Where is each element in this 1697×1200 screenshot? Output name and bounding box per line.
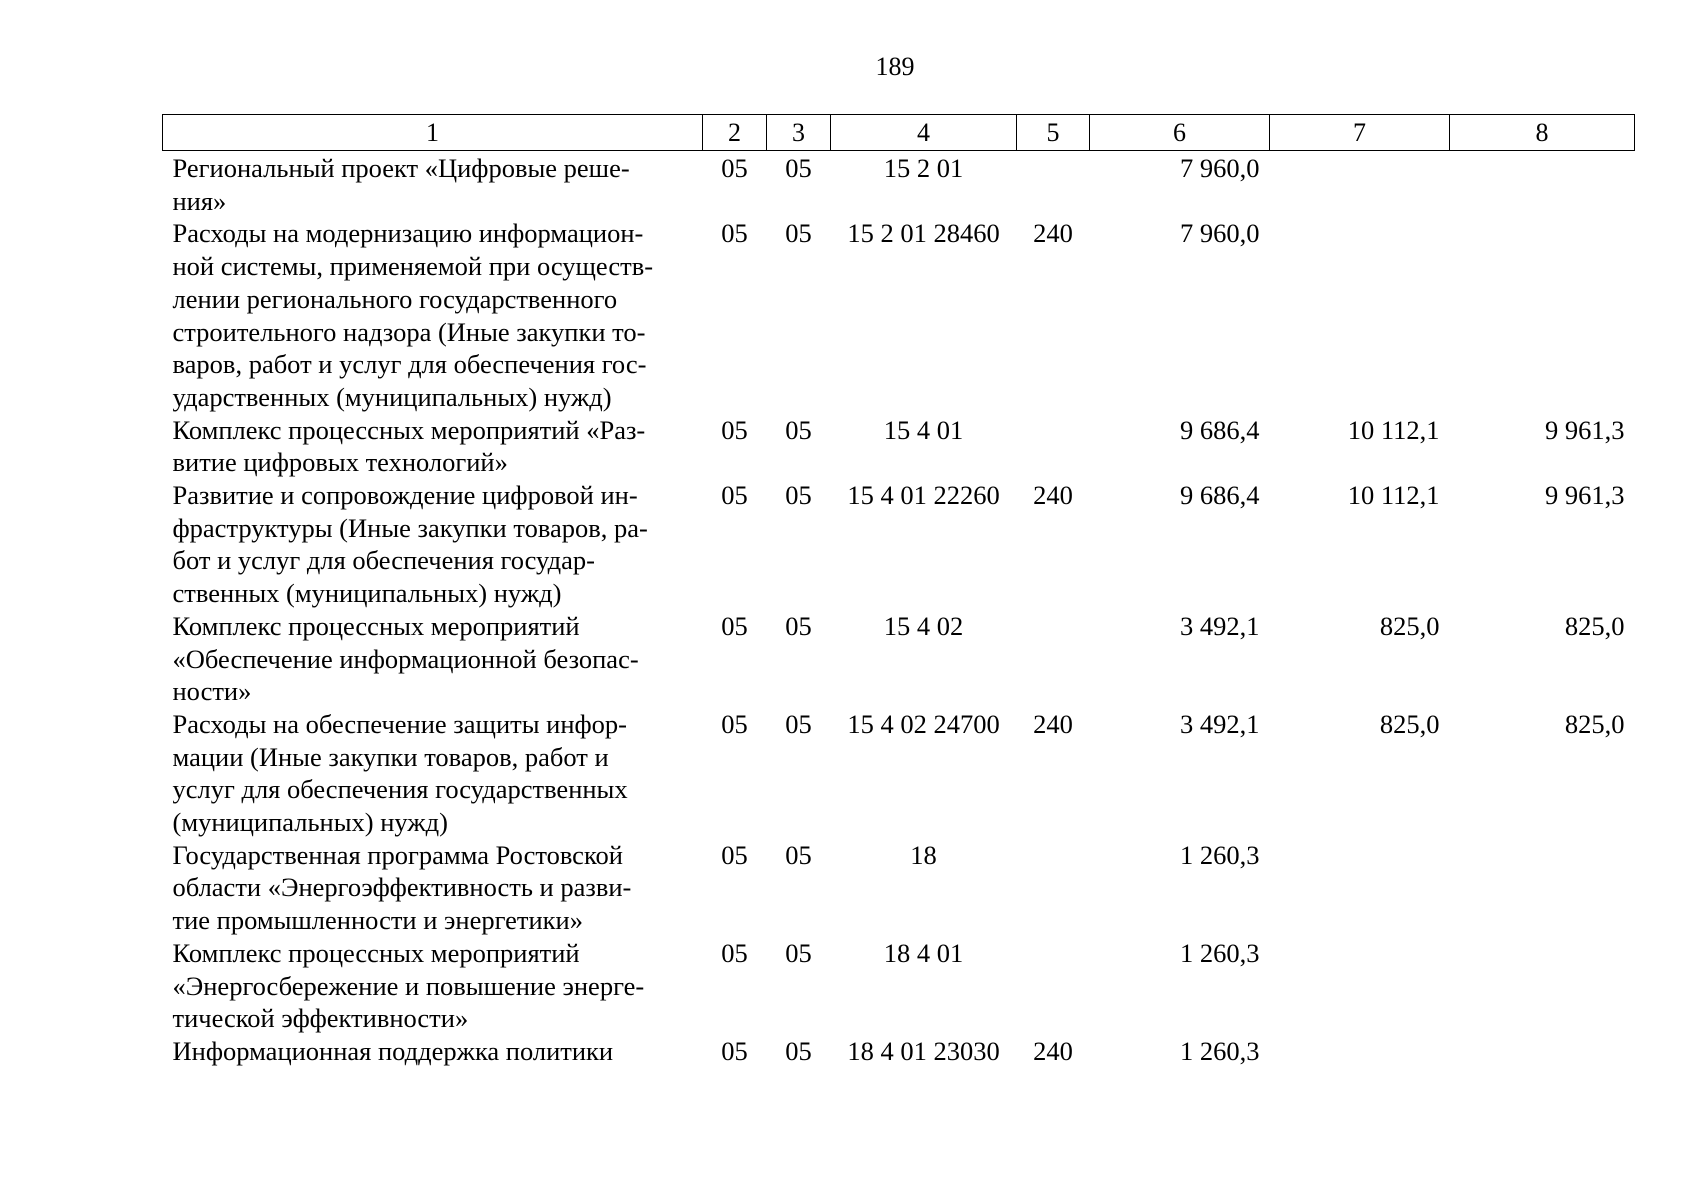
- row-amount-col6: 9 686,4: [1180, 480, 1260, 511]
- table-row: [163, 708, 1635, 839]
- row-target-article: 18 4 01 23030: [847, 1035, 1000, 1066]
- row-target-article: 15 4 01: [883, 414, 964, 445]
- row-target-article: 15 4 02 24700: [847, 708, 1000, 739]
- column-header-3: 3: [767, 115, 831, 151]
- row-amount-col8: 9 961,3: [1545, 480, 1625, 511]
- row-amount-col8: 825,0: [1564, 610, 1625, 641]
- row-amount-col6: 1 260,3: [1180, 937, 1260, 968]
- column-header-7: 7: [1270, 115, 1450, 151]
- row-amount-col8: [1450, 217, 1635, 413]
- row-description: Развитие и сопровождение цифровой ин- фраструктуры (Иные закупки товаров, ра- бот и услуг для обеспечения государ- ственных (муниципальных) нужд): [172, 480, 648, 609]
- table-row: [163, 414, 1635, 479]
- row-subsection-code: 05: [785, 1035, 812, 1066]
- row-amount-col8: [1450, 151, 1635, 218]
- table-row: [163, 839, 1635, 937]
- row-amount-col6: 1 260,3: [1180, 1035, 1260, 1066]
- table-header-row: [163, 115, 1635, 151]
- row-section-code: 05: [721, 610, 748, 641]
- row-expense-type: 240: [1033, 1035, 1073, 1066]
- row-description: Расходы на модернизацию информацион- ной системы, применяемой при осуществ- лении регионального государственного строительного надзора (Иные закупки то- варов, работ и услуг для обеспечения гос- ударственных (муниципальных) нужд): [172, 218, 654, 412]
- row-description: Комплекс процессных мероприятий «Энергосбережение и повышение энерге- тической эффективности»: [172, 937, 645, 1034]
- row-section-code: 05: [721, 1035, 748, 1066]
- table-row: [163, 610, 1635, 708]
- row-amount-col6: 7 960,0: [1180, 218, 1260, 249]
- row-subsection-code: 05: [785, 839, 812, 870]
- row-amount-col6: 9 686,4: [1180, 414, 1260, 445]
- row-description: Комплекс процессных мероприятий «Раз- витие цифровых технологий»: [172, 414, 646, 478]
- row-target-article: 15 4 02: [883, 610, 964, 641]
- row-subsection-code: 05: [785, 937, 812, 968]
- row-target-article: 15 2 01 28460: [847, 218, 1000, 249]
- column-header-8: 8: [1450, 115, 1635, 151]
- table-row: [163, 217, 1635, 413]
- row-section-code: 05: [721, 218, 748, 249]
- row-expense-type: 240: [1033, 708, 1073, 739]
- row-amount-col8: 9 961,3: [1545, 414, 1625, 445]
- row-subsection-code: 05: [785, 218, 812, 249]
- table-row: [163, 1035, 1635, 1068]
- row-subsection-code: 05: [785, 610, 812, 641]
- row-amount-col8: [1450, 937, 1635, 1035]
- row-description: Расходы на обеспечение защиты инфор- мации (Иные закупки товаров, работ и услуг для обеспечения государственных (муниципальных) нужд): [172, 708, 628, 838]
- row-description: Региональный проект «Цифровые реше- ния»: [172, 153, 630, 216]
- column-header-1: 1: [163, 115, 703, 151]
- table-row: [163, 151, 1635, 218]
- row-amount-col6: 7 960,0: [1180, 153, 1260, 183]
- row-expense-type: [1017, 937, 1090, 1035]
- row-description: Государственная программа Ростовской области «Энергоэффективность и разви- тие промышленности и энергетики»: [172, 839, 632, 936]
- row-amount-col7: [1270, 1035, 1450, 1068]
- row-subsection-code: 05: [785, 708, 812, 739]
- row-target-article: 15 4 01 22260: [847, 480, 1000, 511]
- row-amount-col7: 825,0: [1379, 610, 1440, 641]
- row-amount-col7: [1270, 839, 1450, 937]
- row-expense-type: [1017, 610, 1090, 708]
- column-header-4: 4: [831, 115, 1017, 151]
- row-section-code: 05: [721, 480, 748, 511]
- row-amount-col8: 825,0: [1564, 708, 1625, 739]
- table-row: [163, 479, 1635, 610]
- column-header-5: 5: [1017, 115, 1090, 151]
- row-expense-type: [1017, 151, 1090, 218]
- budget-table-wrapper: [162, 114, 1634, 1068]
- row-description: Информационная поддержка политики: [172, 1035, 614, 1066]
- row-subsection-code: 05: [785, 414, 812, 445]
- row-amount-col7: [1270, 217, 1450, 413]
- row-expense-type: [1017, 839, 1090, 937]
- budget-table: [162, 114, 1635, 1068]
- table-body: [163, 151, 1635, 1068]
- row-expense-type: [1017, 414, 1090, 479]
- row-section-code: 05: [721, 937, 748, 968]
- page-number: 189: [875, 52, 915, 81]
- row-target-article: 15 2 01: [883, 153, 964, 183]
- row-section-code: 05: [721, 708, 748, 739]
- row-target-article: 18: [910, 839, 937, 870]
- row-amount-col6: 3 492,1: [1180, 708, 1260, 739]
- row-amount-col7: 10 112,1: [1347, 414, 1440, 445]
- row-section-code: 05: [721, 414, 748, 445]
- column-header-2: 2: [703, 115, 767, 151]
- row-target-article: 18 4 01: [883, 937, 964, 968]
- row-amount-col7: 10 112,1: [1347, 480, 1440, 511]
- row-expense-type: 240: [1033, 218, 1073, 249]
- row-amount-col7: [1270, 937, 1450, 1035]
- row-amount-col8: [1450, 1035, 1635, 1068]
- row-amount-col7: 825,0: [1379, 708, 1440, 739]
- column-header-6: 6: [1090, 115, 1270, 151]
- row-amount-col7: [1270, 151, 1450, 218]
- row-expense-type: 240: [1033, 480, 1073, 511]
- row-section-code: 05: [721, 839, 748, 870]
- row-section-code: 05: [721, 153, 748, 183]
- row-amount-col8: [1450, 839, 1635, 937]
- row-subsection-code: 05: [785, 153, 812, 183]
- row-amount-col6: 3 492,1: [1180, 610, 1260, 641]
- row-amount-col6: 1 260,3: [1180, 839, 1260, 870]
- row-description: Комплекс процессных мероприятий «Обеспечение информационной безопас- ности»: [172, 610, 639, 707]
- row-subsection-code: 05: [785, 480, 812, 511]
- table-row: [163, 937, 1635, 1035]
